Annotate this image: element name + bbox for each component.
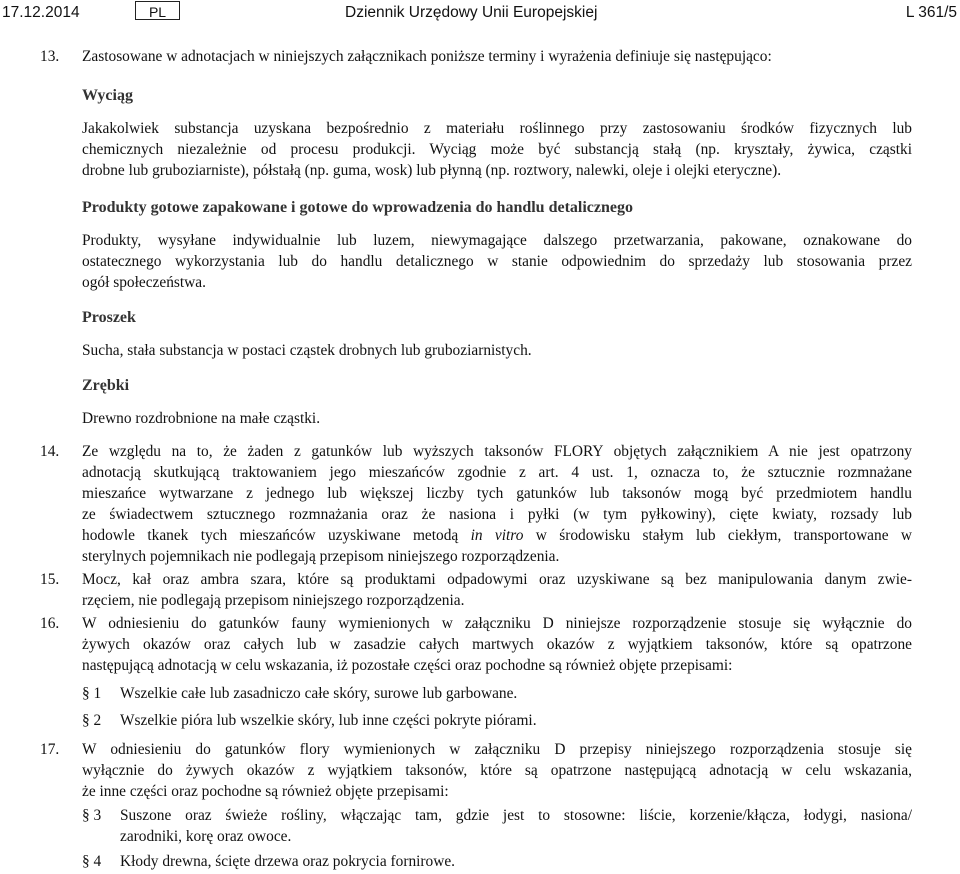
text-line: wyłącznie do żywych okazów z wyjątkiem taksonów, które są opatrzone następującą adnotacją w celu wskazania, [82,762,912,779]
term-heading-proszek: Proszek [82,309,136,326]
definition-wyciag [82,118,912,181]
text-line: Wszelkie całe lub zasadniczo całe skóry, surowe lub garbowane. [120,685,518,702]
header-date: 17.12.2014 [2,4,80,21]
text-line: mieszańce wytwarzane z jednego lub większej liczby tych gatunków lub taksonów mogą być przedmiotem handlu [82,485,912,502]
text-line: Produkty, wysyłane indywidualnie lub luzem, niewymagające dalszego przetwarzania, pakowane, oznakowane do [82,232,912,249]
text-line: drobne lub gruboziarniste), półstałą (np. guma, wosk) lub płynną (np. roztwory, nalewki, oleje i olejki eteryczne). [82,162,782,179]
text-line: Kłody drewna, ścięte drzewa oraz pokrycia fornirowe. [120,853,456,870]
text-line: następującą adnotacją w celu wskazania, iż pozostałe części oraz pochodne są również objęte przepisami: [82,657,733,674]
item-number-17: 17. [40,741,60,758]
definition-proszek [82,340,912,361]
text-line: że inne części oraz pochodne są również objęte przepisami: [82,783,449,800]
text-line: zarodniki, korę oraz owoce. [120,828,292,845]
text-line: adnotacją skutkującą traktowaniem jego mieszańców zgodnie z art. 4 ust. 1, oznacza to, że sztucznie rozmnażane [82,464,912,481]
paragraph-marker: § 4 [82,853,102,870]
text-line: rzęciem, nie podlegają przepisom niniejszego rozporządzenia. [82,592,465,609]
item-number-13: 13. [40,48,60,65]
paragraph-marker: § 3 [82,807,102,824]
term-heading-produkty: Produkty gotowe zapakowane i gotowe do wprowadzenia do handlu detalicznego [82,199,633,216]
bullet-item [120,683,912,704]
text-line: ostatecznego wykorzystania lub do handlu detalicznego w stanie odpowiednim do sprzedaży lub stosowania przez [82,253,912,270]
item17-text [82,739,912,802]
paragraph-marker: § 2 [82,712,102,729]
text-line-mixed [82,525,912,546]
text-line: Sucha, stała substancja w postaci cząstek drobnych lub gruboziarnistych. [82,342,532,359]
bullet-item [120,805,912,847]
text-line: chemicznych niezależnie od procesu produkcji. Wyciąg może być substancją stałą (np. kryształy, żywica, cząstki [82,141,912,158]
text-line: Jakakolwiek substancja uzyskana bezpośrednio z materiału roślinnego przy zastosowaniu środków fizycznych lub [82,120,912,137]
text-line: żywych okazów oraz całych lub w zasadzie całych martwych okazów z wyjątkiem taksonów, które są opatrzone [82,636,912,653]
text-line: Suszone oraz świeże rośliny, włączając tam, gdzie jest to stosowne: liście, korzenie/kłącza, łodygi, nasiona/ [120,807,912,824]
page-reference: L 361/5 [905,4,957,21]
item-number-15: 15. [40,571,60,588]
text-line: Ze względu na to, że żaden z gatunków lub wyższych taksonów FLORY objętych załącznikiem A nie jest opatrzony [82,443,912,460]
definition-produkty [82,230,912,293]
text-line: ze świadectwem sztucznego rozmnażania oraz że nasiona i pyłki (w tym pyłkowiny), cięte kwiaty, rozsady lub [82,506,912,523]
item13-intro [82,46,912,67]
text-segment: w środowisku stałym lub ciekłym, transportowane w [523,527,912,544]
term-heading-wyciag: Wyciąg [82,87,133,104]
item14-text [82,441,912,567]
text-line: Zastosowane w adnotacjach w niniejszych załącznikach poniższe terminy i wyrażenia definiuje się następująco: [82,48,772,65]
text-line: Drewno rozdrobnione na małe cząstki. [82,410,321,427]
text-line: Wszelkie pióra lub wszelkie skóry, lub inne części pokryte piórami. [120,712,537,729]
definition-zrebki [82,408,912,429]
item16-text [82,613,912,676]
italic-term: in vitro [470,527,524,544]
paragraph-marker: § 1 [82,685,102,702]
item-number-14: 14. [40,443,60,460]
language-box: PL [135,1,180,20]
text-line: W odniesieniu do gatunków fauny wymienionych w załączniku D niniejsze rozporządzenie stosuje się wyłącznie do [82,615,912,632]
item-number-16: 16. [40,615,60,632]
text-line: W odniesieniu do gatunków flory wymienionych w załączniku D przepisy niniejszego rozporządzenia stosuje się [82,741,912,758]
text-segment: hodowle tkanek tych mieszańców uzyskiwane metodą [82,527,471,544]
bullet-item [120,851,912,872]
item15-text [82,569,912,611]
text-line: Mocz, kał oraz ambra szara, które są produktami odpadowymi oraz uzyskiwane są bez manipulowania danym zwie- [82,571,912,588]
page-header [0,0,960,26]
text-line: ogół społeczeństwa. [82,274,206,291]
journal-title: Dziennik Urzędowy Unii Europejskiej [345,4,598,21]
text-line: sterylnych pojemnikach nie podlegają przepisom niniejszego rozporządzenia. [82,548,560,565]
term-heading-zrebki: Zrębki [82,377,130,394]
bullet-item [120,710,912,731]
